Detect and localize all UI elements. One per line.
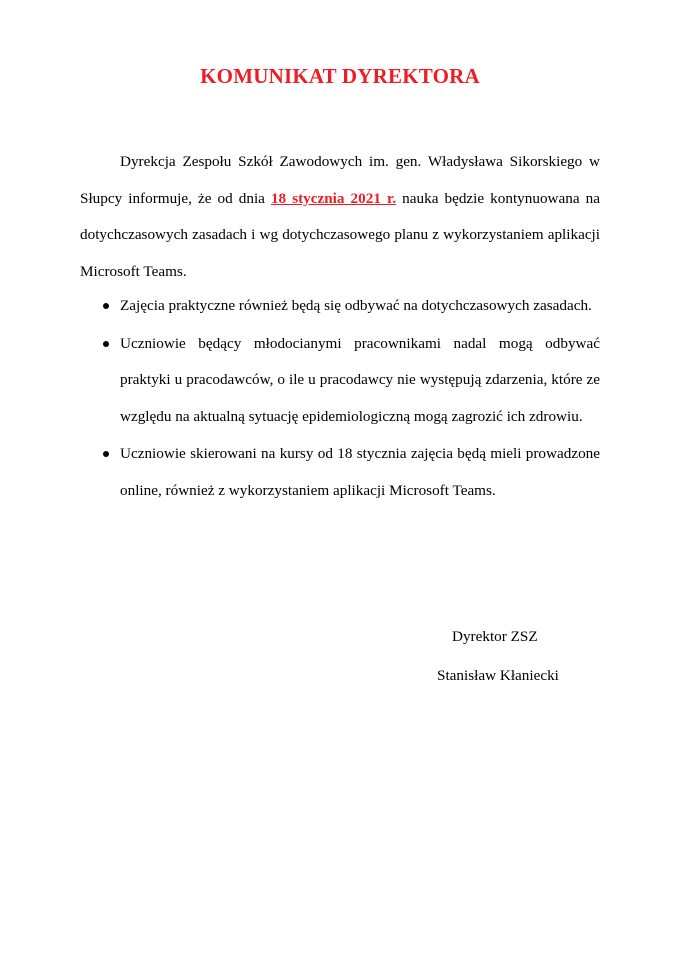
intro-text-start: Dyrekcja Zespołu Szkół Zawodowych im. gen. Władysława Sikorskiego w Słupcy informuje, że od dnia xyxy=(80,153,600,207)
bullet-text: Zajęcia praktyczne również będą się odbywać na dotychczasowych zasadach. xyxy=(120,297,592,314)
bullet-text: Uczniowie skierowani na kursy od 18 stycznia zajęcia będą mieli prowadzone online, również z wykorzystaniem aplikacji Microsoft Teams. xyxy=(120,445,600,499)
document-title: KOMUNIKAT DYREKTORA xyxy=(200,64,480,88)
bullet-text: Uczniowie będący młodocianymi pracownikami nadal mogą odbywać praktyki u pracodawców, o ile u pracodawcy nie występują zdarzenia, które ze względu na aktualną sytuację epidemiologiczną mogą zagrozić ich zdrowiu. xyxy=(120,334,600,425)
bullet-dot-icon xyxy=(103,451,109,457)
bullet-dot-icon xyxy=(103,341,109,347)
highlighted-date: 18 stycznia 2021 r. xyxy=(270,189,397,207)
bullet-item-courses-online xyxy=(80,436,600,509)
bullet-dot-icon xyxy=(103,303,109,309)
bullet-list xyxy=(80,288,600,509)
signature-role: Dyrektor ZSZ xyxy=(452,628,538,645)
intro-text-end: nauka będzie kontynuowana na dotychczasowych zasadach i wg dotychczasowego planu z wykorzystaniem aplikacji Microsoft Teams. xyxy=(80,189,600,280)
signature-name: Stanisław Kłaniecki xyxy=(437,667,559,684)
bullet-item-young-workers xyxy=(80,326,600,436)
intro-paragraph xyxy=(80,144,600,290)
bullet-item-practical-classes xyxy=(80,288,600,325)
